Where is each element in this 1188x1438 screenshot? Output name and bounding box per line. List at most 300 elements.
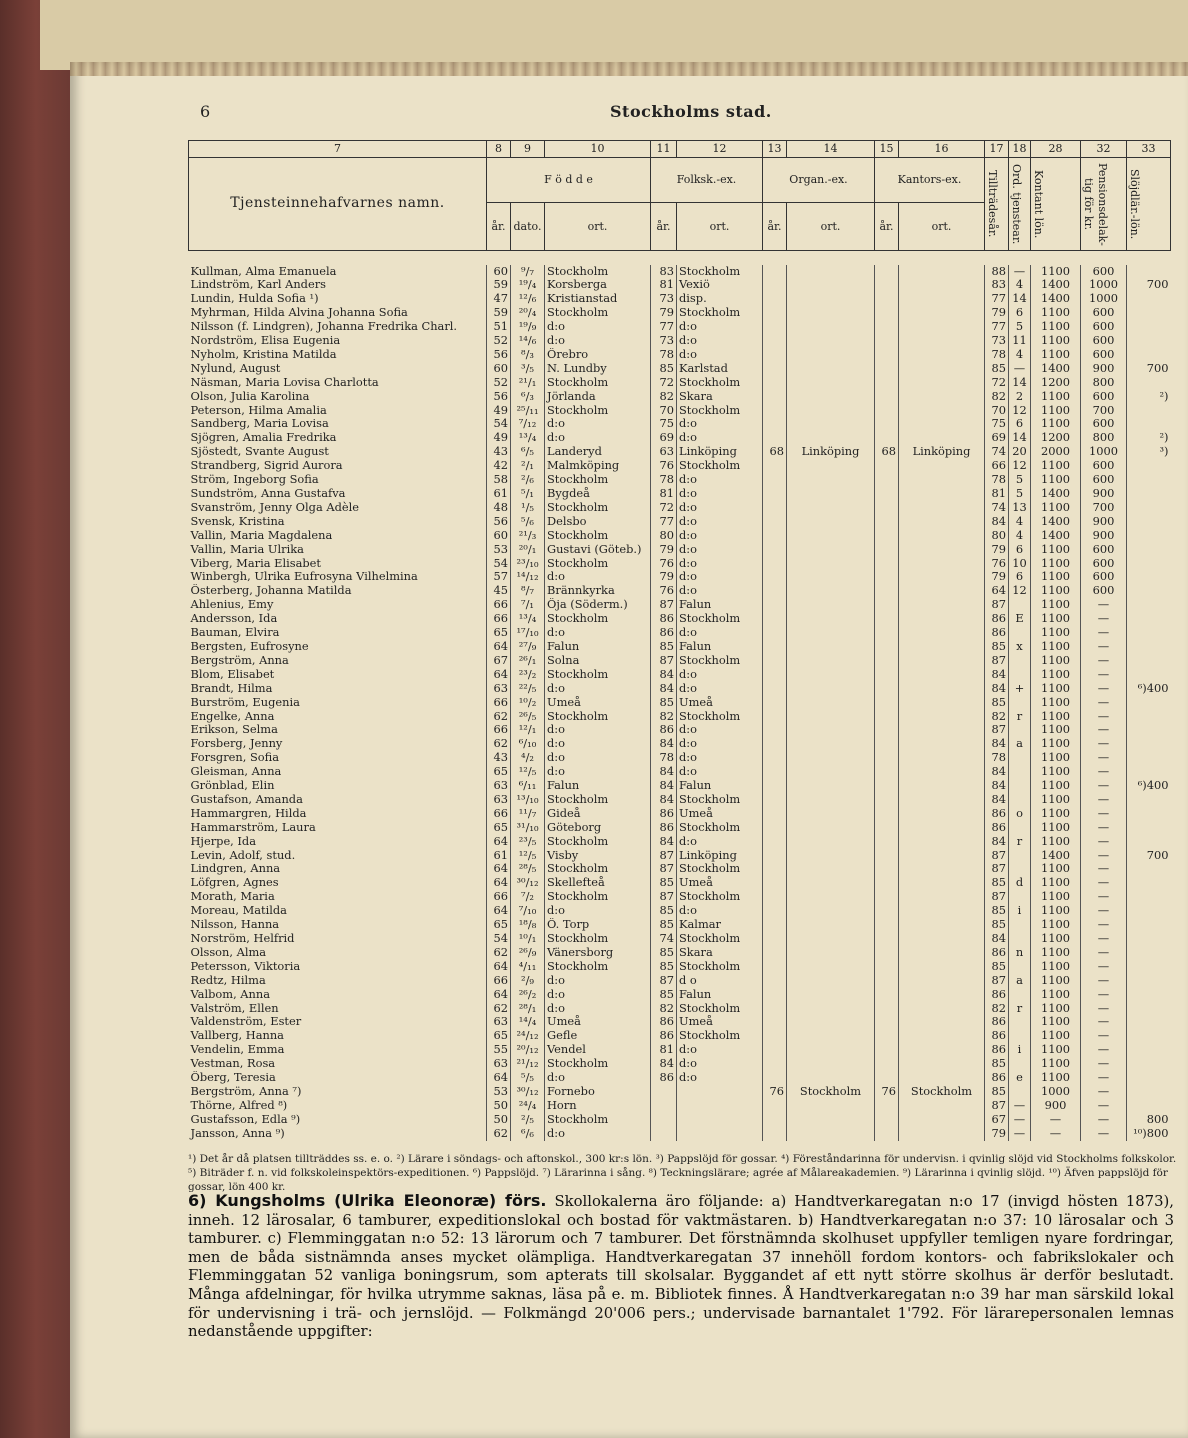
folksk-place: d:o bbox=[677, 1071, 763, 1085]
kantors-place bbox=[899, 570, 985, 584]
organ-place bbox=[787, 932, 875, 946]
kontant-lon: 1100 bbox=[1031, 320, 1081, 334]
born-date: ²⁰/₁₂ bbox=[511, 1043, 545, 1057]
row-name: Moreau, Matilda bbox=[190, 904, 287, 918]
organ-place bbox=[787, 835, 875, 849]
born-year: 48 bbox=[487, 501, 511, 515]
folksk-place: Skara bbox=[677, 946, 763, 960]
folksk-year: 84 bbox=[651, 668, 677, 682]
organ-year bbox=[763, 960, 787, 974]
tjenstear: n bbox=[1009, 946, 1031, 960]
born-date: ⁶/₆ bbox=[511, 1127, 545, 1141]
pension: — bbox=[1081, 918, 1127, 932]
folksk-place: d:o bbox=[677, 431, 763, 445]
organ-year bbox=[763, 265, 787, 279]
kantors-year bbox=[875, 932, 899, 946]
organ-place bbox=[787, 1015, 875, 1029]
row-name: Andersson, Ida bbox=[190, 612, 278, 626]
kontant-header bbox=[1031, 158, 1081, 251]
born-year: 64 bbox=[487, 988, 511, 1002]
tilltradesar: 74 bbox=[985, 501, 1009, 515]
pension: — bbox=[1081, 793, 1127, 807]
born-place: Stockholm bbox=[545, 890, 651, 904]
born-year: 62 bbox=[487, 1002, 511, 1016]
born-date: ¹³/₁₀ bbox=[511, 793, 545, 807]
pension: 1000 bbox=[1081, 292, 1127, 306]
folksk-place: Stockholm bbox=[677, 306, 763, 320]
kontant-lon: 1100 bbox=[1031, 723, 1081, 737]
born-date: ¹⁴/₄ bbox=[511, 1015, 545, 1029]
table-row bbox=[189, 570, 1171, 584]
row-name: Valbom, Anna bbox=[190, 987, 270, 1001]
table-row bbox=[189, 779, 1171, 793]
folksk-place: Umeå bbox=[677, 876, 763, 890]
kantors-place bbox=[899, 543, 985, 557]
tilltradesar: 77 bbox=[985, 292, 1009, 306]
tjenstear: 4 bbox=[1009, 348, 1031, 362]
kantors-place bbox=[899, 849, 985, 863]
organ-place bbox=[787, 723, 875, 737]
organ-place bbox=[787, 807, 875, 821]
kantors-place bbox=[899, 584, 985, 598]
born-year: 66 bbox=[487, 974, 511, 988]
organ-year bbox=[763, 501, 787, 515]
tjenstear bbox=[1009, 793, 1031, 807]
tjenstear: e bbox=[1009, 1071, 1031, 1085]
organ-year bbox=[763, 821, 787, 835]
folksk-place: d o bbox=[677, 974, 763, 988]
born-place: Brännkyrka bbox=[545, 584, 651, 598]
pension: — bbox=[1081, 988, 1127, 1002]
tjenstear: — bbox=[1009, 1099, 1031, 1113]
kontant-lon: 1100 bbox=[1031, 390, 1081, 404]
folksk-place: Umeå bbox=[677, 1015, 763, 1029]
born-date: ⁴/₁₁ bbox=[511, 960, 545, 974]
row-name: Strandberg, Sigrid Aurora bbox=[190, 459, 343, 473]
kantors-place bbox=[899, 1099, 985, 1113]
kontant-lon: 1100 bbox=[1031, 918, 1081, 932]
organ-year bbox=[763, 348, 787, 362]
born-place: d:o bbox=[545, 334, 651, 348]
organ-year bbox=[763, 515, 787, 529]
organ-place bbox=[787, 362, 875, 376]
row-name: Nilsson (f. Lindgren), Johanna Fredrika Charl. bbox=[190, 320, 458, 334]
born-year: 65 bbox=[487, 626, 511, 640]
row-name: Valström, Ellen bbox=[190, 1001, 279, 1015]
tjenstear bbox=[1009, 668, 1031, 682]
organ-place bbox=[787, 682, 875, 696]
organ-place bbox=[787, 334, 875, 348]
pension: — bbox=[1081, 1002, 1127, 1016]
tilltradesar: 84 bbox=[985, 793, 1009, 807]
slojd-lon bbox=[1127, 529, 1171, 543]
folksk-year: 85 bbox=[651, 988, 677, 1002]
tilltradesar: 86 bbox=[985, 626, 1009, 640]
slojd-lon: 700 bbox=[1127, 849, 1171, 863]
folksk-year: 77 bbox=[651, 320, 677, 334]
born-place: d:o bbox=[545, 904, 651, 918]
pension: 600 bbox=[1081, 390, 1127, 404]
organ-place bbox=[787, 668, 875, 682]
born-date: ⁸/₃ bbox=[511, 348, 545, 362]
folksk-year: 84 bbox=[651, 1057, 677, 1071]
born-date: ¹³/₄ bbox=[511, 431, 545, 445]
slojd-lon bbox=[1127, 584, 1171, 598]
folksk-year: 82 bbox=[651, 1002, 677, 1016]
born-place: N. Lundby bbox=[545, 362, 651, 376]
pension: — bbox=[1081, 974, 1127, 988]
tilltradesar: 87 bbox=[985, 890, 1009, 904]
kantors-year bbox=[875, 1015, 899, 1029]
table-row bbox=[189, 334, 1171, 348]
born-year: 66 bbox=[487, 612, 511, 626]
folksk-year: 86 bbox=[651, 1015, 677, 1029]
tilltradesar: 87 bbox=[985, 974, 1009, 988]
table-row bbox=[189, 501, 1171, 515]
born-year: 64 bbox=[487, 904, 511, 918]
organ-place bbox=[787, 904, 875, 918]
organ-year bbox=[763, 710, 787, 724]
kantors-place bbox=[899, 723, 985, 737]
born-place: d:o bbox=[545, 751, 651, 765]
kantors-place bbox=[899, 473, 985, 487]
born-place: Malmköping bbox=[545, 459, 651, 473]
kontant-lon: 1100 bbox=[1031, 960, 1081, 974]
kantors-year bbox=[875, 529, 899, 543]
row-name: Vestman, Rosa bbox=[190, 1057, 276, 1071]
organ-year bbox=[763, 306, 787, 320]
kantors-place bbox=[899, 515, 985, 529]
slojd-lon bbox=[1127, 292, 1171, 306]
folksk-year: 82 bbox=[651, 390, 677, 404]
born-date: ⁶/₅ bbox=[511, 445, 545, 459]
tilltradesar: 87 bbox=[985, 862, 1009, 876]
table-row bbox=[189, 1002, 1171, 1016]
folksk-place: Kalmar bbox=[677, 918, 763, 932]
fodde-header: F ö d d e bbox=[487, 158, 651, 203]
colnum: 13 bbox=[763, 141, 787, 158]
slojd-lon bbox=[1127, 835, 1171, 849]
row-name: Löfgren, Agnes bbox=[190, 876, 279, 890]
table-row bbox=[189, 306, 1171, 320]
organ-place bbox=[787, 779, 875, 793]
organ-place bbox=[787, 960, 875, 974]
row-name: Vendelin, Emma bbox=[190, 1043, 285, 1057]
folksk-place: Karlstad bbox=[677, 362, 763, 376]
born-place: Gideå bbox=[545, 807, 651, 821]
kontant-lon: 1100 bbox=[1031, 1057, 1081, 1071]
kantors-place bbox=[899, 1127, 985, 1141]
kontant-lon: 1100 bbox=[1031, 501, 1081, 515]
kantors-year bbox=[875, 348, 899, 362]
born-place: Horn bbox=[545, 1099, 651, 1113]
table-row bbox=[189, 320, 1171, 334]
organ-year bbox=[763, 570, 787, 584]
kantors-place bbox=[899, 807, 985, 821]
slojd-lon bbox=[1127, 876, 1171, 890]
row-name: Kullman, Alma Emanuela bbox=[190, 264, 337, 278]
tilltradesar: 87 bbox=[985, 723, 1009, 737]
born-date: ²⁷/₉ bbox=[511, 640, 545, 654]
tilltradesar: 85 bbox=[985, 904, 1009, 918]
pension: 600 bbox=[1081, 320, 1127, 334]
organ-year bbox=[763, 376, 787, 390]
folksk-place: Stockholm bbox=[677, 376, 763, 390]
table-row bbox=[189, 682, 1171, 696]
tjenstear: o bbox=[1009, 807, 1031, 821]
row-name: Myhrman, Hilda Alvina Johanna Sofia bbox=[190, 306, 408, 320]
folksk-place: d:o bbox=[677, 626, 763, 640]
row-name: Nilsson, Hanna bbox=[190, 918, 280, 932]
organ-year: 68 bbox=[763, 445, 787, 459]
kantors-year: 68 bbox=[875, 445, 899, 459]
slojd-lon bbox=[1127, 473, 1171, 487]
tjenstear: 6 bbox=[1009, 543, 1031, 557]
row-name: Sundström, Anna Gustafva bbox=[190, 487, 346, 500]
organ-year bbox=[763, 612, 787, 626]
folksk-place: Stockholm bbox=[677, 932, 763, 946]
born-place: Umeå bbox=[545, 1015, 651, 1029]
folksk-year: 82 bbox=[651, 710, 677, 724]
organ-year bbox=[763, 362, 787, 376]
table-row bbox=[189, 265, 1171, 279]
kantors-year bbox=[875, 1002, 899, 1016]
kantors-year bbox=[875, 1071, 899, 1085]
born-year: 63 bbox=[487, 682, 511, 696]
tilltradesar: 84 bbox=[985, 515, 1009, 529]
row-name: Forsberg, Jenny bbox=[190, 737, 283, 751]
kantors-year bbox=[875, 584, 899, 598]
row-name: Forsgren, Sofia bbox=[190, 751, 280, 765]
tilltradesar: 78 bbox=[985, 751, 1009, 765]
folksk-year: 85 bbox=[651, 696, 677, 710]
table-row bbox=[189, 557, 1171, 571]
folksk-place bbox=[677, 1127, 763, 1141]
kontant-lon: 1100 bbox=[1031, 584, 1081, 598]
pension: — bbox=[1081, 1113, 1127, 1127]
born-place: Solna bbox=[545, 654, 651, 668]
folksk-place: d:o bbox=[677, 1043, 763, 1057]
folksk-year: 78 bbox=[651, 473, 677, 487]
born-place: d:o bbox=[545, 682, 651, 696]
organ-place bbox=[787, 390, 875, 404]
tilltradesar: 67 bbox=[985, 1113, 1009, 1127]
folksk-place: Stockholm bbox=[677, 960, 763, 974]
kantors-place bbox=[899, 529, 985, 543]
kontant-lon: 1400 bbox=[1031, 487, 1081, 501]
folksk-place: d:o bbox=[677, 751, 763, 765]
slojd-lon bbox=[1127, 306, 1171, 320]
slojd-lon: 700 bbox=[1127, 362, 1171, 376]
slojd-lon bbox=[1127, 334, 1171, 348]
row-name: Petersson, Viktoria bbox=[190, 959, 301, 973]
born-year: 52 bbox=[487, 376, 511, 390]
kantors-place bbox=[899, 626, 985, 640]
organ-year bbox=[763, 1071, 787, 1085]
organ-place: Stockholm bbox=[787, 1085, 875, 1099]
table-row bbox=[189, 946, 1171, 960]
kontant-lon: — bbox=[1031, 1113, 1081, 1127]
folksk-year: 81 bbox=[651, 487, 677, 501]
born-date: ¹²/₅ bbox=[511, 849, 545, 863]
pension: — bbox=[1081, 710, 1127, 724]
kantors-year bbox=[875, 278, 899, 292]
folksk-year: 84 bbox=[651, 765, 677, 779]
tjenstear bbox=[1009, 626, 1031, 640]
kantors-place bbox=[899, 390, 985, 404]
kantors-year bbox=[875, 668, 899, 682]
born-date: ¹²/₅ bbox=[511, 765, 545, 779]
organ-year bbox=[763, 473, 787, 487]
kantors-year bbox=[875, 598, 899, 612]
organ-place bbox=[787, 376, 875, 390]
organ-year bbox=[763, 487, 787, 501]
born-place: Visby bbox=[545, 849, 651, 863]
born-year: 49 bbox=[487, 431, 511, 445]
tilltradesar: 64 bbox=[985, 584, 1009, 598]
folksk-ort: ort. bbox=[677, 203, 763, 251]
folksk-place: Stockholm bbox=[677, 459, 763, 473]
kantors-year bbox=[875, 946, 899, 960]
kantors-year bbox=[875, 779, 899, 793]
colnum: 9 bbox=[511, 141, 545, 158]
born-year: 54 bbox=[487, 932, 511, 946]
slojd-lon: ¹⁰)800 bbox=[1127, 1127, 1171, 1141]
folksk-year: 84 bbox=[651, 682, 677, 696]
born-date: ²³/₅ bbox=[511, 835, 545, 849]
tilltradesar: 86 bbox=[985, 1029, 1009, 1043]
born-date: ²/₉ bbox=[511, 974, 545, 988]
kantors-place bbox=[899, 946, 985, 960]
organ-year bbox=[763, 529, 787, 543]
folksk-place: Stockholm bbox=[677, 821, 763, 835]
pension: 600 bbox=[1081, 570, 1127, 584]
born-date: ⁸/₇ bbox=[511, 584, 545, 598]
slojd-lon bbox=[1127, 557, 1171, 571]
tjenstear: 14 bbox=[1009, 431, 1031, 445]
kantors-year bbox=[875, 960, 899, 974]
organ-year bbox=[763, 904, 787, 918]
kontant-lon: 1100 bbox=[1031, 306, 1081, 320]
born-place: Göteborg bbox=[545, 821, 651, 835]
row-name: Norström, Helfrid bbox=[190, 932, 295, 945]
organ-place bbox=[787, 890, 875, 904]
pension: — bbox=[1081, 960, 1127, 974]
row-name: Hammarström, Laura bbox=[190, 820, 316, 834]
born-place: d:o bbox=[545, 1127, 651, 1141]
born-year: 66 bbox=[487, 890, 511, 904]
born-year: 66 bbox=[487, 696, 511, 710]
slojd-lon bbox=[1127, 320, 1171, 334]
folksk-place: Falun bbox=[677, 598, 763, 612]
kantors-place bbox=[899, 265, 985, 279]
folksk-year: 86 bbox=[651, 1071, 677, 1085]
folksk-place: d:o bbox=[677, 682, 763, 696]
tjenstear: 6 bbox=[1009, 417, 1031, 431]
row-name: Lindström, Karl Anders bbox=[190, 278, 326, 292]
tilltradesar: 83 bbox=[985, 278, 1009, 292]
organ-place bbox=[787, 710, 875, 724]
tilltradesar: 82 bbox=[985, 1002, 1009, 1016]
born-place: Stockholm bbox=[545, 306, 651, 320]
table-row bbox=[189, 932, 1171, 946]
kantors-place bbox=[899, 988, 985, 1002]
kantors-year bbox=[875, 654, 899, 668]
tilltradesar: 69 bbox=[985, 431, 1009, 445]
pension: — bbox=[1081, 876, 1127, 890]
slojd-lon bbox=[1127, 654, 1171, 668]
folksk-place: Linköping bbox=[677, 849, 763, 863]
table-row bbox=[189, 543, 1171, 557]
row-name: Sjögren, Amalia Fredrika bbox=[190, 431, 337, 445]
born-date: ⁶/₁₁ bbox=[511, 779, 545, 793]
table-row bbox=[189, 904, 1171, 918]
organ-place bbox=[787, 612, 875, 626]
table-row bbox=[189, 1029, 1171, 1043]
kantors-place bbox=[899, 682, 985, 696]
kantors-year bbox=[875, 696, 899, 710]
row-name: Näsman, Maria Lovisa Charlotta bbox=[190, 375, 379, 389]
tilltradesar: 86 bbox=[985, 1071, 1009, 1085]
folksk-year: 85 bbox=[651, 362, 677, 376]
kontant-lon: 1100 bbox=[1031, 932, 1081, 946]
organ-place bbox=[787, 598, 875, 612]
table-row bbox=[189, 1057, 1171, 1071]
tjenstear: 5 bbox=[1009, 487, 1031, 501]
folksk-year: 84 bbox=[651, 737, 677, 751]
folksk-year: 79 bbox=[651, 543, 677, 557]
pension: 900 bbox=[1081, 362, 1127, 376]
table-row bbox=[189, 390, 1171, 404]
table-row bbox=[189, 376, 1171, 390]
born-date: ¹⁰/₂ bbox=[511, 696, 545, 710]
table-row bbox=[189, 751, 1171, 765]
organ-place bbox=[787, 557, 875, 571]
pension: — bbox=[1081, 723, 1127, 737]
organ-year bbox=[763, 1015, 787, 1029]
folksk-place: d:o bbox=[677, 515, 763, 529]
born-place: Stockholm bbox=[545, 265, 651, 279]
kantors-place bbox=[899, 501, 985, 515]
kantors-header: Kantors-ex. bbox=[875, 158, 985, 203]
folksk-year: 78 bbox=[651, 751, 677, 765]
kontant-lon: 1400 bbox=[1031, 529, 1081, 543]
table-row bbox=[189, 862, 1171, 876]
folksk-year: 86 bbox=[651, 626, 677, 640]
kantors-place bbox=[899, 654, 985, 668]
organ-place bbox=[787, 1043, 875, 1057]
table-row bbox=[189, 278, 1171, 292]
row-name: Levin, Adolf, stud. bbox=[190, 848, 296, 862]
born-date: ¹⁹/₉ bbox=[511, 320, 545, 334]
kontant-lon: 1100 bbox=[1031, 974, 1081, 988]
pension: — bbox=[1081, 779, 1127, 793]
kontant-lon: 1100 bbox=[1031, 570, 1081, 584]
tjenstear-header bbox=[1009, 158, 1031, 251]
born-date: ¹⁹/₄ bbox=[511, 278, 545, 292]
kantors-place bbox=[899, 459, 985, 473]
table-row bbox=[189, 793, 1171, 807]
born-date: ³⁰/₁₂ bbox=[511, 876, 545, 890]
kantors-year bbox=[875, 682, 899, 696]
tilltradesar: 87 bbox=[985, 654, 1009, 668]
born-place: Skellefteå bbox=[545, 876, 651, 890]
born-date: ²⁸/₅ bbox=[511, 862, 545, 876]
pension: — bbox=[1081, 682, 1127, 696]
kantors-year bbox=[875, 417, 899, 431]
folksk-year: 87 bbox=[651, 890, 677, 904]
slojd-lon bbox=[1127, 640, 1171, 654]
